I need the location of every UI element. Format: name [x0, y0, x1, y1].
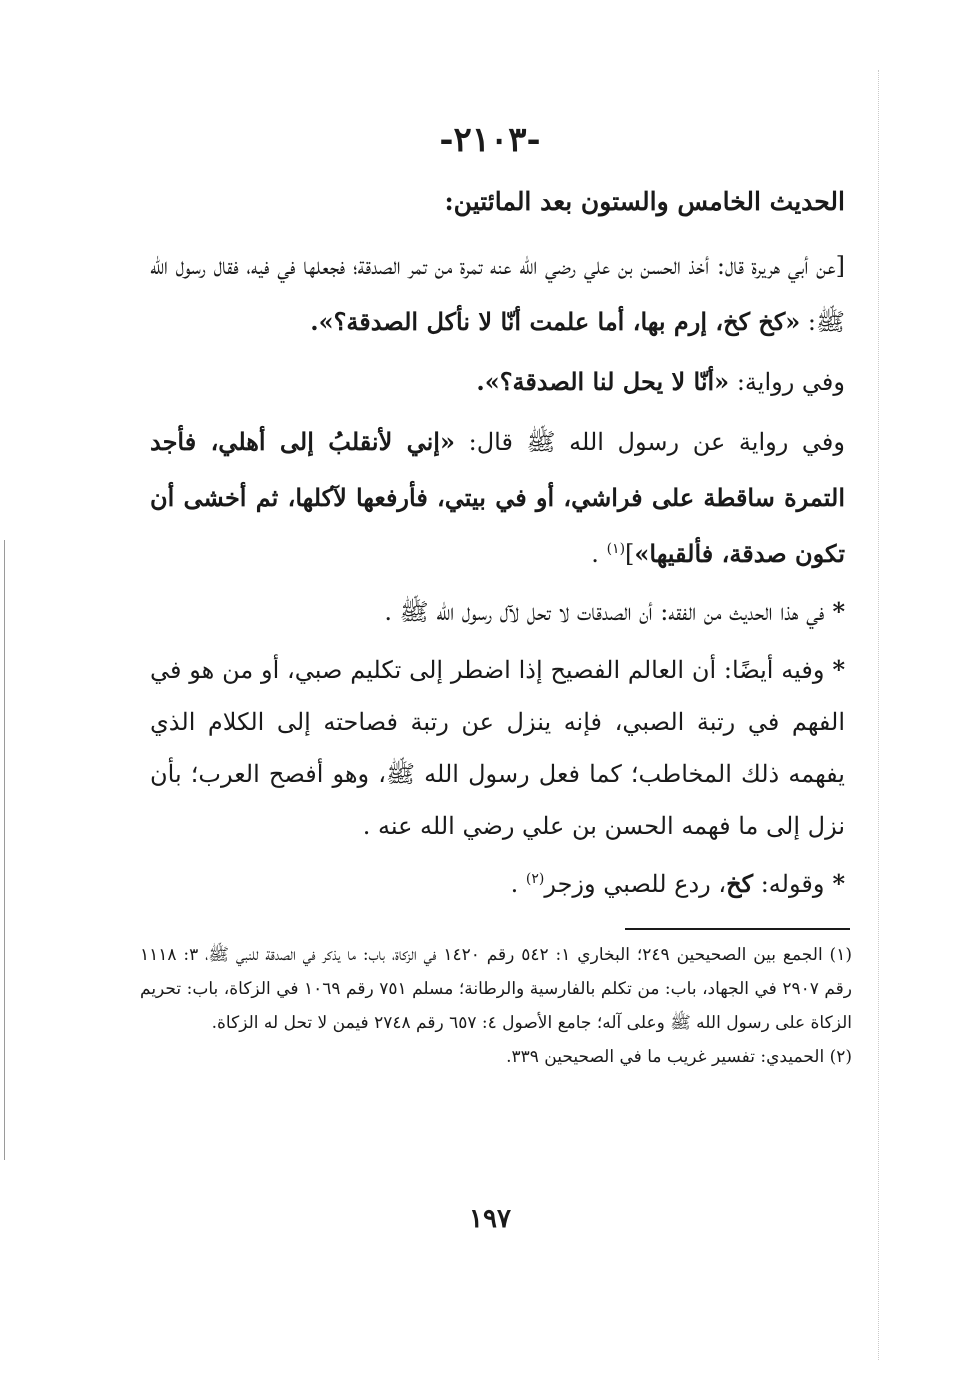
narration-quote: «أنّا لا يحل لنا الصدقة؟». — [476, 367, 730, 396]
hadith-text: [عن أبي هريرة قال: أخذ الحسن بن علي رضي الله عنه تمرة من تمر الصدقة؛ فجعلها في فيه، فقال رسول الله ﷺ: — [150, 252, 846, 336]
prophet-quote: «كخ كخ، إرم بها، أما علمت أنّا لا نأكل الصدقة؟». — [310, 307, 801, 336]
page-number: ١٩٧ — [469, 1204, 511, 1234]
narration-paragraph-2 — [150, 414, 845, 582]
fiqh-point-3 — [150, 858, 845, 910]
footnote-1: (١) الجمع بين الصحيحين ٢٤٩؛ البخاري ١: ٥٤٢ رقم ١٤٢٠ في الزكاة، باب: ما يذكر في الصدقة للنبي ﷺ، ٣: ١١١٨ رقم ٢٩٠٧ في الجهاد، باب: من تكلم بالفارسية والرطانة؛ مسلم ٧٥١ رقم ١٠٦٩ في الزكاة، باب: تحريم الزكاة على رسول الله ﷺ وعلى آله؛ جامع الأصول ٤: ٦٥٧ رقم ٢٧٤٨ فيمن لا تحل له الزكاة. — [140, 945, 852, 1033]
narration-quote-2: «إني لأنقلبُ إلى أهلي، فأجد التمرة ساقطة على فراشي، أو في بيتي، فأرفعها لآكلها، ثم أخشى أن تكون صدقة، فألقيها» — [150, 427, 845, 568]
star-bullet-icon: * — [832, 869, 845, 898]
period: . — [510, 870, 526, 898]
narration-intro: وفي رواية: — [729, 368, 845, 396]
fiqh-point-text: وفيه أيضًا: أن العالم الفصيح إذا اضطر إلى تكليم صبي، أو من هو في الفهم في رتبة الصبي، فإنه ينزل عن رتبة فصاحته إلى الكلام الذي يفهمه ذلك المخاطب؛ كما فعل رسول الله ﷺ، وهو أفصح العرب؛ بأن نزل إلى ما فهمه الحسن بن علي رضي الله عنه . — [150, 656, 846, 840]
scan-fold-line — [878, 70, 879, 1360]
narration-intro-2: وفي رواية عن رسول الله ﷺ قال: — [454, 428, 845, 456]
star-bullet-icon: * — [832, 597, 845, 626]
fiqh-keyword: كخ — [726, 869, 754, 898]
fiqh-point-1 — [150, 586, 845, 638]
main-text — [150, 180, 845, 916]
scan-edge-line — [4, 540, 5, 1160]
hadith-number: -٢١٠٣- — [439, 120, 541, 160]
period: . — [591, 540, 607, 568]
hadith-text-paragraph — [150, 238, 845, 350]
fiqh-point-intro: وقوله: — [753, 870, 825, 898]
footnote-ref-1[interactable]: (١) — [606, 541, 626, 557]
footnote-ref-2[interactable]: (٢) — [525, 871, 545, 887]
footnote-2: (٢) الحميدي: تفسير غريب ما في الصحيحين ٣٣٩. — [506, 1047, 852, 1067]
narration-paragraph — [150, 354, 845, 410]
footnotes — [140, 938, 852, 1074]
fiqh-point-text: في هذا الحديث من الفقه: أن الصدقات لا تحل لآل رسول الله ﷺ . — [384, 598, 825, 626]
fiqh-point-text: ، ردع للصبي وزجر — [544, 870, 727, 898]
hadith-heading: الحديث الخامس والستون بعد المائتين: — [444, 187, 845, 216]
footnote-separator — [625, 928, 850, 930]
star-bullet-icon: * — [832, 655, 845, 684]
fiqh-point-2 — [150, 644, 845, 852]
closing-bracket: ] — [625, 540, 635, 568]
